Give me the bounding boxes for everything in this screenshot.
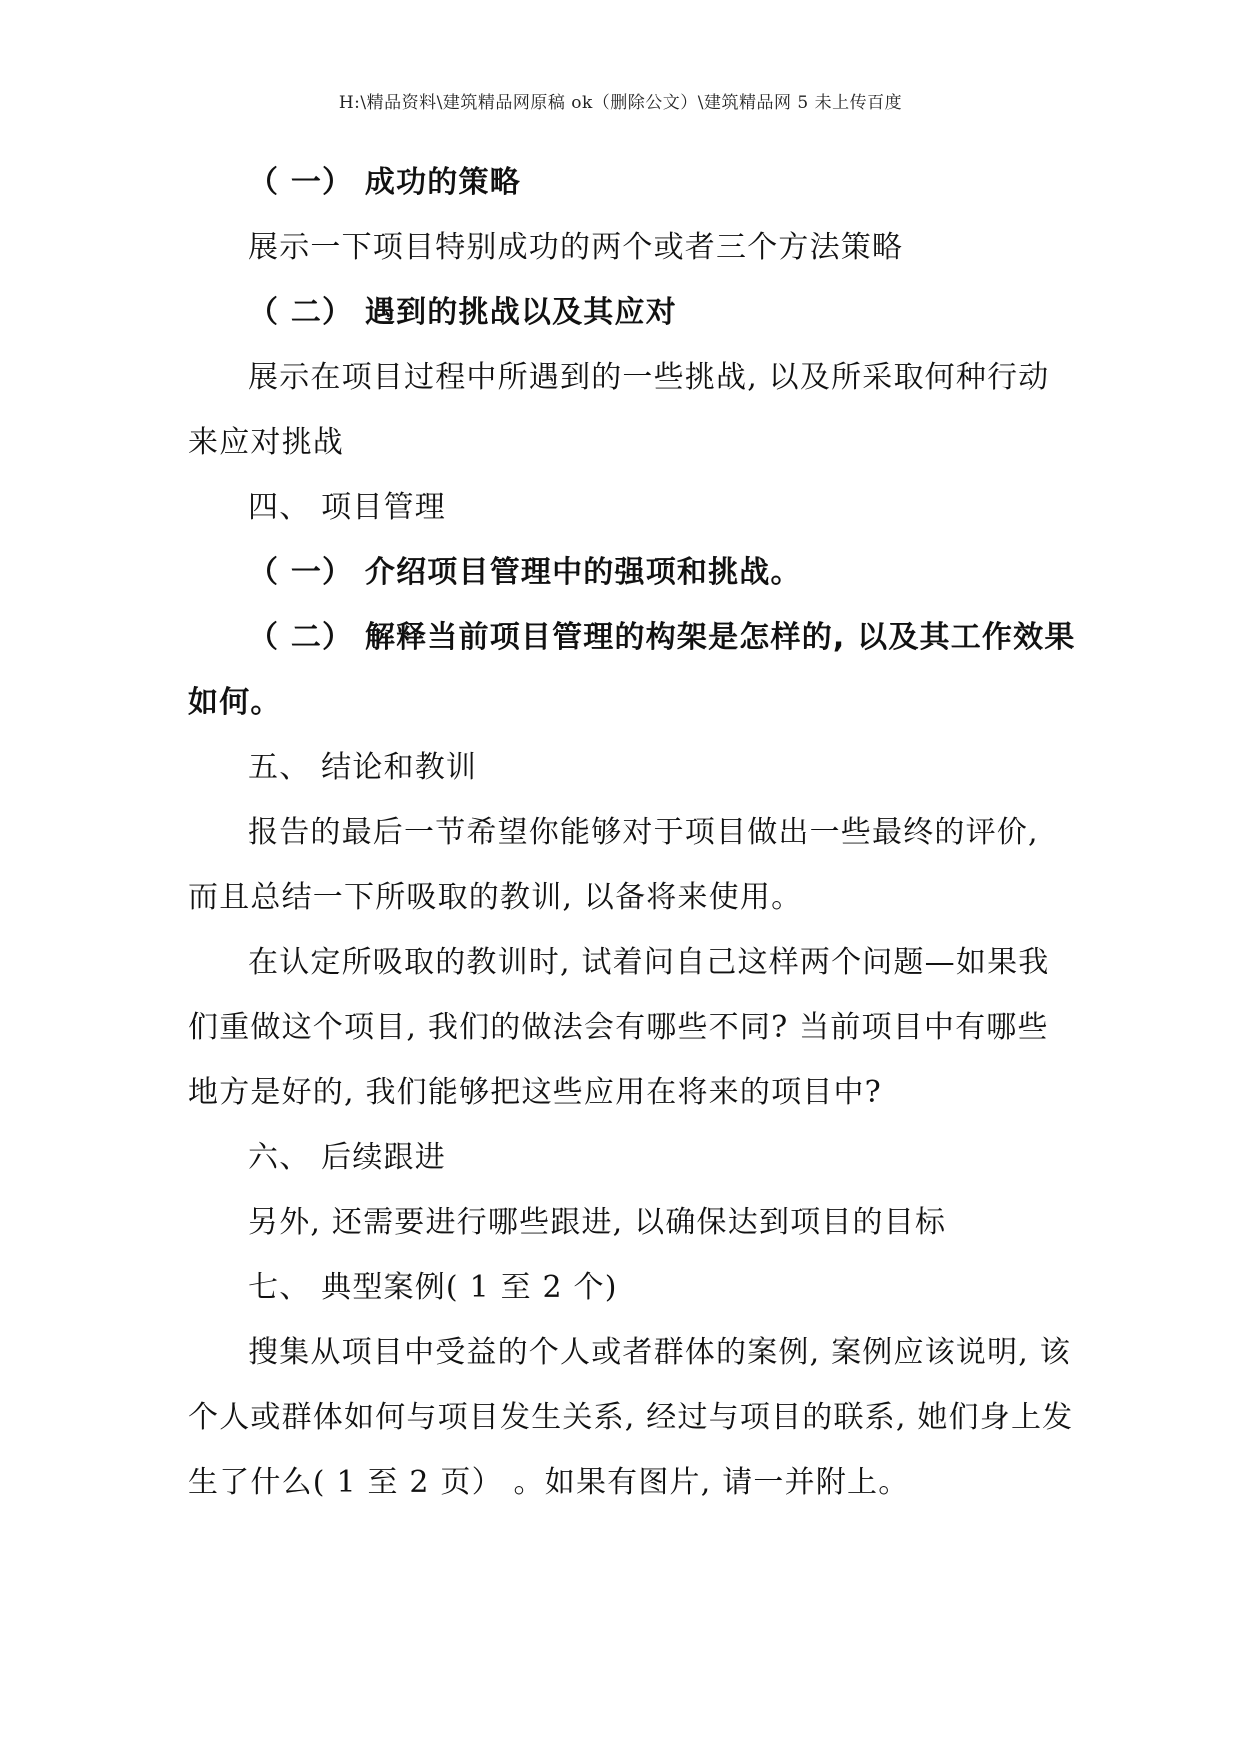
section-heading-conclusion: 五、 结论和教训 xyxy=(248,750,478,785)
paragraph-challenges: 展示在项目过程中所遇到的一些挑战, 以及所采取何种行动来应对挑战 xyxy=(188,360,1050,460)
subheading-pm-structure: （ 二） 解释当前项目管理的构架是怎样的, 以及其工作效果如何。 xyxy=(188,620,1076,720)
subheading-pm-strengths: （ 一） 介绍项目管理中的强项和挑战。 xyxy=(248,555,802,590)
section-heading-case-studies: 七、 典型案例( 1 至 2 个) xyxy=(248,1270,618,1305)
subheading-success-strategy: （ 一） 成功的策略 xyxy=(248,165,521,200)
paragraph-conclusion-2: 在认定所吸取的教训时, 试着问自己这样两个问题—如果我们重做这个项目, 我们的做法会有哪些不同? 当前项目中有哪些地方是好的, 我们能够把这些应用在将来的项目中? xyxy=(188,945,1050,1110)
paragraph-success-strategy: 展示一下项目特别成功的两个或者三个方法策略 xyxy=(248,230,904,265)
section-heading-follow-up: 六、 后续跟进 xyxy=(248,1140,446,1175)
paragraph-case-studies: 搜集从项目中受益的个人或者群体的案例, 案例应该说明, 该个人或群体如何与项目发生关系, 经过与项目的联系, 她们身上发生了什么( 1 至 2 页） 。如果有图片, 请一并附上。 xyxy=(188,1335,1074,1500)
document-body xyxy=(188,150,1078,1515)
subheading-challenges: （ 二） 遇到的挑战以及其应对 xyxy=(248,295,677,330)
page-header-path: H:\精品资料\建筑精品网原稿 ok（删除公文）\建筑精品网 5 未上传百度 xyxy=(338,93,903,113)
section-heading-project-management: 四、 项目管理 xyxy=(248,490,446,525)
paragraph-conclusion-1: 报告的最后一节希望你能够对于项目做出一些最终的评价, 而且总结一下所吸取的教训, 以备将来使用。 xyxy=(188,815,1039,915)
paragraph-follow-up: 另外, 还需要进行哪些跟进, 以确保达到项目的目标 xyxy=(248,1205,947,1240)
